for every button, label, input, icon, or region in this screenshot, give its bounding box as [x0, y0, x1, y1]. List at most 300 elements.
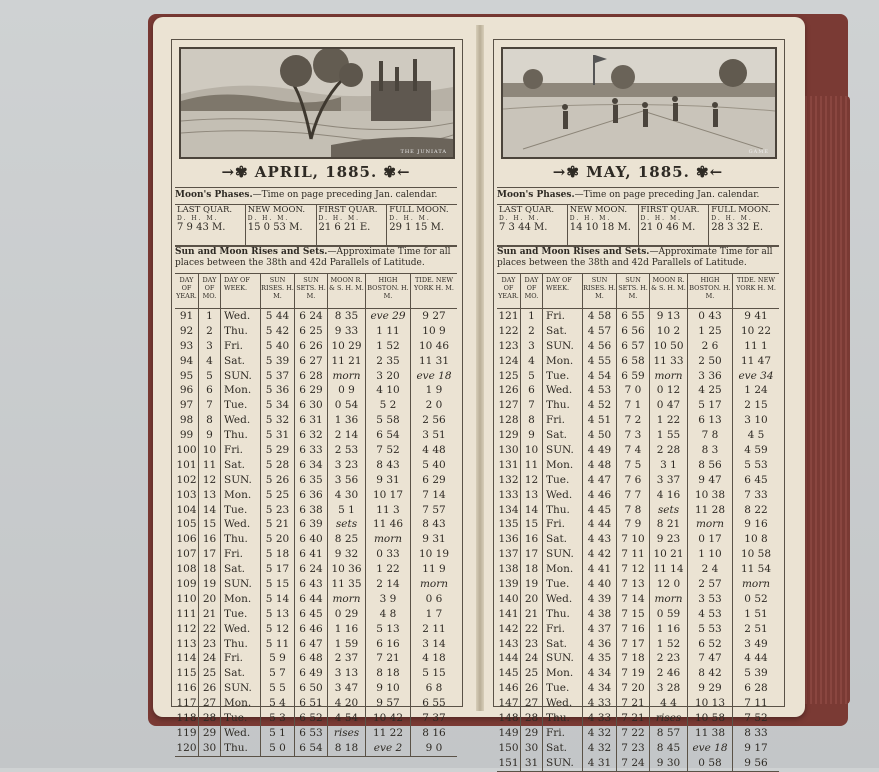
cell-moon-rise-set: 1 16	[650, 622, 688, 637]
cell-sun-rises: 4 41	[583, 562, 617, 577]
cell-sun-rises: 4 50	[583, 428, 617, 443]
cell-moon-rise-set: rises	[328, 726, 366, 741]
table-row	[497, 577, 779, 592]
cell-sun-sets: 7 10	[617, 532, 650, 547]
cell-moon-rise-set: morn	[650, 592, 688, 607]
cell-day-of-week: Thu.	[221, 741, 261, 756]
cell-sun-sets: 6 41	[295, 547, 328, 562]
cell-day-of-year: 133	[497, 488, 521, 503]
cell-tide-new-york: 7 37	[422, 712, 446, 725]
table-row	[175, 607, 457, 622]
cell-moon-rise-set: 9 23	[650, 532, 688, 547]
table-row	[175, 726, 457, 741]
cell-day-of-year: 145	[497, 666, 521, 681]
cell-sun-rises: 5 7	[261, 666, 295, 681]
cell-tide-boston: 6 16	[366, 637, 411, 652]
phase-value: 14 10 18 M.	[569, 222, 631, 233]
cell-day-of-month: 27	[199, 696, 221, 711]
cell-sun-sets: 6 35	[295, 473, 328, 488]
cell-day-of-week: Fri.	[221, 651, 261, 666]
column-header-moon-rise-set: MOON R. & S. H. M.	[650, 274, 688, 308]
cell-tide-new-york: 0 52	[744, 592, 768, 605]
cell-day-of-week: Sat.	[543, 637, 583, 652]
cell-day-of-year: 128	[497, 413, 521, 428]
table-row	[497, 354, 779, 369]
column-header-day-of-month: DAY OF MO.	[199, 274, 221, 308]
cell-moon-rise-set: 11 21	[328, 354, 366, 369]
cell-day-of-month: 23	[521, 637, 543, 652]
cell-tide-new-york: 6 8	[425, 682, 443, 695]
cell-sun-sets: 6 56	[617, 324, 650, 339]
cell-day-of-week: Wed.	[221, 622, 261, 637]
table-row	[175, 562, 457, 577]
cell-day-of-year: 131	[497, 458, 521, 473]
cell-day-of-month: 12	[199, 473, 221, 488]
cell-sun-sets: 7 19	[617, 666, 650, 681]
table-row	[175, 339, 457, 354]
cell-tide-new-york: 5 39	[744, 667, 768, 680]
cell-sun-rises: 4 37	[583, 622, 617, 637]
cell-tide-boston: 10 58	[688, 711, 733, 726]
cell-day-of-year: 105	[175, 517, 199, 532]
cell-day-of-month: 2	[521, 324, 543, 339]
cell-day-of-week: Fri.	[543, 309, 583, 324]
cell-tide-new-york: eve 34	[738, 369, 774, 382]
cell-day-of-year: 150	[497, 741, 521, 756]
cell-sun-rises: 5 31	[261, 428, 295, 443]
cell-day-of-month: 25	[199, 666, 221, 681]
cell-tide-new-york: 1 24	[744, 384, 768, 397]
cell-day-of-month: 28	[521, 711, 543, 726]
table-row	[497, 681, 779, 696]
cell-day-of-week: Thu.	[543, 607, 583, 622]
column-header-tide-boston: HIGH BOSTON. H. M.	[366, 274, 411, 308]
cell-sun-rises: 5 21	[261, 517, 295, 532]
cell-day-of-year: 134	[497, 503, 521, 518]
cell-day-of-year: 100	[175, 443, 199, 458]
cell-sun-sets: 6 51	[295, 696, 328, 711]
cell-day-of-week: Mon.	[221, 592, 261, 607]
cell-day-of-year: 95	[175, 369, 199, 384]
cell-tide-new-york: 3 51	[422, 429, 446, 442]
cell-day-of-year: 123	[497, 339, 521, 354]
cell-tide-new-york: 2 56	[422, 414, 446, 427]
phase-cell	[387, 205, 457, 245]
cell-sun-sets: 7 4	[617, 443, 650, 458]
cell-day-of-month: 29	[199, 726, 221, 741]
cell-tide-boston: 1 10	[688, 547, 733, 562]
cell-day-of-year: 140	[497, 592, 521, 607]
cell-day-of-month: 15	[199, 517, 221, 532]
cell-moon-rise-set: 8 18	[328, 741, 366, 756]
cell-tide-boston: 9 57	[366, 696, 411, 711]
cell-tide-new-york: 9 17	[744, 741, 768, 754]
cell-day-of-month: 28	[199, 711, 221, 726]
cell-tide-new-york: 2 51	[744, 622, 768, 635]
cell-sun-rises: 5 0	[261, 741, 295, 756]
cell-sun-rises: 5 42	[261, 324, 295, 339]
cell-tide-new-york: 4 48	[422, 444, 446, 457]
cell-sun-rises: 4 35	[583, 651, 617, 666]
cell-day-of-week: SUN.	[543, 443, 583, 458]
table-row	[497, 711, 779, 726]
cell-tide-boston: 2 35	[366, 354, 411, 369]
table-row	[497, 741, 779, 756]
cell-moon-rise-set: morn	[328, 592, 366, 607]
cell-sun-rises: 5 13	[261, 607, 295, 622]
cell-moon-rise-set: 1 22	[650, 413, 688, 428]
cell-sun-sets: 6 32	[295, 428, 328, 443]
cell-day-of-week: Sat.	[543, 532, 583, 547]
phase-units: D. H. M.	[318, 215, 361, 222]
cell-sun-rises: 4 56	[583, 339, 617, 354]
table-row	[175, 309, 457, 324]
cell-day-of-week: Tue.	[221, 398, 261, 413]
cell-day-of-year: 120	[175, 741, 199, 756]
table-row	[175, 503, 457, 518]
cell-tide-boston: 11 46	[366, 517, 411, 532]
cell-tide-new-york: 0 6	[425, 592, 443, 605]
cell-day-of-week: Fri.	[221, 547, 261, 562]
table-row	[497, 413, 779, 428]
moon-phases-header	[175, 187, 457, 200]
cell-day-of-month: 11	[199, 458, 221, 473]
cell-tide-new-york: 1 9	[425, 384, 443, 397]
cell-tide-new-york: 4 5	[747, 429, 765, 442]
cell-sun-sets: 7 15	[617, 607, 650, 622]
cell-sun-sets: 7 20	[617, 681, 650, 696]
cell-day-of-month: 21	[521, 607, 543, 622]
cell-tide-boston: 8 3	[688, 443, 733, 458]
cell-day-of-week: Fri.	[543, 726, 583, 741]
cell-day-of-month: 7	[199, 398, 221, 413]
cell-tide-boston: 0 43	[688, 309, 733, 324]
engraving-baseball-game	[501, 47, 777, 159]
cell-sun-rises: 5 36	[261, 383, 295, 398]
table-row	[497, 324, 779, 339]
cell-day-of-month: 13	[199, 488, 221, 503]
cell-sun-rises: 5 12	[261, 622, 295, 637]
cell-sun-sets: 6 34	[295, 458, 328, 473]
cell-tide-boston: 6 54	[366, 428, 411, 443]
cell-moon-rise-set: 11 35	[328, 577, 366, 592]
table-row	[175, 666, 457, 681]
cell-sun-sets: 6 58	[617, 354, 650, 369]
cell-day-of-year: 93	[175, 339, 199, 354]
engraving-river-landscape	[179, 47, 455, 159]
cell-moon-rise-set: 0 54	[328, 398, 366, 413]
page-may	[493, 39, 785, 769]
table-row	[497, 383, 779, 398]
cell-tide-new-york: 11 31	[418, 354, 450, 367]
cell-sun-rises: 4 32	[583, 741, 617, 756]
cell-sun-sets: 7 2	[617, 413, 650, 428]
cell-day-of-month: 14	[199, 503, 221, 518]
cell-sun-rises: 5 40	[261, 339, 295, 354]
cell-sun-sets: 7 18	[617, 651, 650, 666]
cell-day-of-week: Mon.	[543, 354, 583, 369]
cell-sun-sets: 6 36	[295, 488, 328, 503]
page-gutter	[476, 25, 484, 711]
cell-tide-boston: 2 14	[366, 577, 411, 592]
cell-tide-new-york: 5 53	[744, 458, 768, 471]
cell-day-of-week: Wed.	[221, 413, 261, 428]
cell-tide-boston: 9 10	[366, 681, 411, 696]
cell-sun-rises: 5 9	[261, 651, 295, 666]
cell-day-of-week: Thu.	[543, 503, 583, 518]
almanac-table	[497, 273, 779, 772]
column-header-tide-new-york: TIDE. NEW YORK H. M.	[414, 276, 454, 292]
cell-day-of-year: 138	[497, 562, 521, 577]
phase-cell	[497, 205, 568, 245]
engraving-caption: THE JUNIATA	[400, 149, 447, 155]
cell-day-of-month: 10	[521, 443, 543, 458]
cell-moon-rise-set: 3 1	[650, 458, 688, 473]
cell-tide-new-york: 2 15	[744, 399, 768, 412]
table-row	[497, 756, 779, 771]
cell-tide-boston: 4 10	[366, 383, 411, 398]
cell-sun-rises: 4 53	[583, 383, 617, 398]
cell-moon-rise-set: 0 47	[650, 398, 688, 413]
cell-moon-rise-set: 3 28	[650, 681, 688, 696]
cell-tide-boston: 10 42	[366, 711, 411, 726]
cell-day-of-month: 9	[199, 428, 221, 443]
cell-tide-boston: 7 21	[366, 651, 411, 666]
cell-day-of-month: 26	[521, 681, 543, 696]
cell-sun-rises: 4 39	[583, 592, 617, 607]
cell-moon-rise-set: 4 54	[328, 711, 366, 726]
cell-day-of-week: Tue.	[543, 369, 583, 384]
cell-day-of-year: 108	[175, 562, 199, 577]
cell-day-of-year: 136	[497, 532, 521, 547]
table-row	[175, 398, 457, 413]
table-row	[175, 592, 457, 607]
cell-tide-boston: 8 43	[366, 458, 411, 473]
moon-phases-note: —Time on page preceding Jan. calendar.	[252, 190, 438, 200]
cell-tide-new-york: 7 14	[422, 488, 446, 501]
cell-tide-boston: 1 52	[366, 339, 411, 354]
cell-sun-rises: 5 37	[261, 369, 295, 384]
cell-tide-boston: 10 13	[688, 696, 733, 711]
cell-day-of-year: 94	[175, 354, 199, 369]
cell-tide-boston: 11 38	[688, 726, 733, 741]
cell-moon-rise-set: 12 0	[650, 577, 688, 592]
book-cover-edge	[800, 96, 850, 704]
cell-moon-rise-set: 3 56	[328, 473, 366, 488]
cell-moon-rise-set: 9 32	[328, 547, 366, 562]
cell-tide-boston: 7 52	[366, 443, 411, 458]
cell-sun-rises: 4 48	[583, 458, 617, 473]
cell-tide-boston: 1 25	[688, 324, 733, 339]
table-row	[497, 532, 779, 547]
phase-value: 28 3 32 E.	[711, 222, 764, 233]
cell-sun-sets: 7 17	[617, 637, 650, 652]
cell-moon-rise-set: 3 47	[328, 681, 366, 696]
phase-cell	[639, 205, 710, 245]
column-header-day-of-month: DAY OF MO.	[521, 274, 543, 308]
cell-sun-rises: 4 33	[583, 696, 617, 711]
cell-day-of-year: 99	[175, 428, 199, 443]
rise-set-header	[175, 247, 457, 269]
table-row	[497, 637, 779, 652]
cell-sun-sets: 6 25	[295, 324, 328, 339]
column-header-moon-rise-set: MOON R. & S. H. M.	[328, 274, 366, 308]
rise-set-label: Sun and Moon Rises and Sets.	[175, 247, 328, 257]
cell-moon-rise-set: 9 33	[328, 324, 366, 339]
cell-tide-boston: 11 28	[688, 503, 733, 518]
cell-day-of-week: Thu.	[543, 398, 583, 413]
cell-day-of-month: 2	[199, 324, 221, 339]
cell-tide-boston: 8 18	[366, 666, 411, 681]
cell-moon-rise-set: 2 53	[328, 443, 366, 458]
phase-name: LAST QUAR.	[177, 205, 233, 215]
cell-moon-rise-set: 1 59	[328, 637, 366, 652]
cell-sun-sets: 6 54	[295, 741, 328, 756]
cell-tide-new-york: 9 0	[425, 741, 443, 754]
cell-day-of-month: 17	[521, 547, 543, 562]
cell-day-of-year: 146	[497, 681, 521, 696]
moon-phases-label: Moon's Phases.	[175, 190, 253, 200]
cell-day-of-week: SUN.	[543, 339, 583, 354]
cell-day-of-year: 132	[497, 473, 521, 488]
page-april	[171, 39, 463, 754]
cell-sun-sets: 7 12	[617, 562, 650, 577]
cell-moon-rise-set: 4 16	[650, 488, 688, 503]
cell-moon-rise-set: 3 13	[328, 666, 366, 681]
cell-sun-sets: 6 26	[295, 339, 328, 354]
phase-units: D. H. M.	[711, 215, 753, 222]
cell-tide-new-york: 7 57	[422, 503, 446, 516]
cell-tide-boston: 9 47	[688, 473, 733, 488]
cell-day-of-year: 109	[175, 577, 199, 592]
cell-day-of-month: 26	[199, 681, 221, 696]
cell-day-of-week: Fri.	[221, 443, 261, 458]
cell-day-of-month: 16	[521, 532, 543, 547]
cell-day-of-month: 6	[521, 383, 543, 398]
cell-tide-boston: 11 3	[366, 503, 411, 518]
column-header-day-of-week: DAY OF WEEK.	[543, 274, 583, 308]
table-row	[497, 517, 779, 532]
cell-day-of-year: 98	[175, 413, 199, 428]
cell-day-of-week: Thu.	[543, 711, 583, 726]
cell-tide-new-york: 8 16	[422, 726, 446, 739]
rise-set-header	[497, 247, 779, 269]
cell-tide-boston: 4 25	[688, 383, 733, 398]
cell-moon-rise-set: 2 23	[650, 651, 688, 666]
cell-tide-boston: 9 31	[366, 473, 411, 488]
table-row	[175, 547, 457, 562]
engraving-caption: GAME	[748, 149, 769, 155]
cell-day-of-month: 4	[521, 354, 543, 369]
cell-sun-sets: 6 45	[295, 607, 328, 622]
cell-day-of-month: 20	[199, 592, 221, 607]
cell-tide-new-york: 2 0	[425, 399, 443, 412]
cell-sun-sets: 6 27	[295, 354, 328, 369]
cell-sun-rises: 5 4	[261, 696, 295, 711]
cell-day-of-year: 113	[175, 637, 199, 652]
cell-day-of-week: SUN.	[221, 369, 261, 384]
cell-tide-boston: 3 36	[688, 369, 733, 384]
cell-day-of-week: Sat.	[543, 741, 583, 756]
cell-sun-rises: 5 44	[261, 309, 295, 324]
cell-moon-rise-set: 0 59	[650, 607, 688, 622]
cell-day-of-month: 3	[199, 339, 221, 354]
cell-tide-new-york: 9 27	[422, 310, 446, 322]
cell-tide-boston: 3 20	[366, 369, 411, 384]
cell-sun-sets: 7 16	[617, 622, 650, 637]
table-row	[175, 637, 457, 652]
cell-day-of-week: Thu.	[221, 324, 261, 339]
cell-sun-sets: 6 57	[617, 339, 650, 354]
cell-sun-rises: 5 14	[261, 592, 295, 607]
column-header-sun-sets: SUN SETS. H. M.	[617, 274, 650, 308]
cell-moon-rise-set: 0 12	[650, 383, 688, 398]
cell-sun-sets: 6 53	[295, 726, 328, 741]
cell-tide-boston: 5 2	[366, 398, 411, 413]
cell-moon-rise-set: rises	[650, 711, 688, 726]
table-row	[497, 562, 779, 577]
phase-cell	[317, 205, 388, 245]
phase-cell	[709, 205, 779, 245]
cell-moon-rise-set: 2 46	[650, 666, 688, 681]
cell-sun-rises: 4 34	[583, 681, 617, 696]
cell-day-of-month: 3	[521, 339, 543, 354]
cell-sun-rises: 5 1	[261, 726, 295, 741]
cell-day-of-week: Wed.	[543, 383, 583, 398]
cell-day-of-week: Wed.	[543, 488, 583, 503]
table-row	[175, 741, 457, 756]
table-row	[175, 488, 457, 503]
cell-sun-rises: 4 42	[583, 547, 617, 562]
cell-sun-sets: 6 24	[295, 562, 328, 577]
phase-value: 21 6 21 E.	[318, 222, 371, 233]
cell-day-of-month: 5	[521, 369, 543, 384]
cell-sun-rises: 5 39	[261, 354, 295, 369]
column-header-sun-rises: SUN RISES. H. M.	[261, 274, 295, 308]
cell-day-of-month: 30	[199, 741, 221, 756]
cell-moon-rise-set: 11 14	[650, 562, 688, 577]
cell-day-of-week: Tue.	[543, 577, 583, 592]
cell-sun-sets: 6 55	[617, 309, 650, 324]
table-row	[175, 473, 457, 488]
cell-tide-new-york: 6 28	[744, 682, 768, 695]
phase-name: FULL MOON.	[711, 205, 771, 215]
cell-tide-new-york: 5 40	[422, 458, 446, 471]
cell-tide-boston: 2 50	[688, 354, 733, 369]
column-header-sun-sets: SUN SETS. H. M.	[295, 274, 328, 308]
month-title: →✾ APRIL, 1885. ✾←	[221, 163, 411, 181]
column-header-tide-boston: HIGH BOSTON. H. M.	[688, 274, 733, 308]
cell-moon-rise-set: 1 36	[328, 413, 366, 428]
cell-sun-rises: 4 43	[583, 532, 617, 547]
cell-day-of-week: Mon.	[221, 383, 261, 398]
cell-day-of-week: Mon.	[221, 488, 261, 503]
moon-phases-note: —Time on page preceding Jan. calendar.	[574, 190, 760, 200]
cell-day-of-month: 11	[521, 458, 543, 473]
cell-day-of-week: Tue.	[543, 681, 583, 696]
cell-moon-rise-set: 8 21	[650, 517, 688, 532]
cell-tide-boston: 0 33	[366, 547, 411, 562]
cell-tide-new-york: eve 18	[416, 369, 452, 382]
rise-set-label: Sun and Moon Rises and Sets.	[497, 247, 650, 257]
cell-tide-new-york: 6 29	[422, 473, 446, 486]
cell-tide-new-york: 7 52	[744, 712, 768, 725]
cell-tide-new-york: 4 18	[422, 652, 446, 665]
cell-sun-rises: 4 49	[583, 443, 617, 458]
cell-day-of-month: 23	[199, 637, 221, 652]
cell-day-of-year: 92	[175, 324, 199, 339]
phase-name: FULL MOON.	[389, 205, 449, 215]
